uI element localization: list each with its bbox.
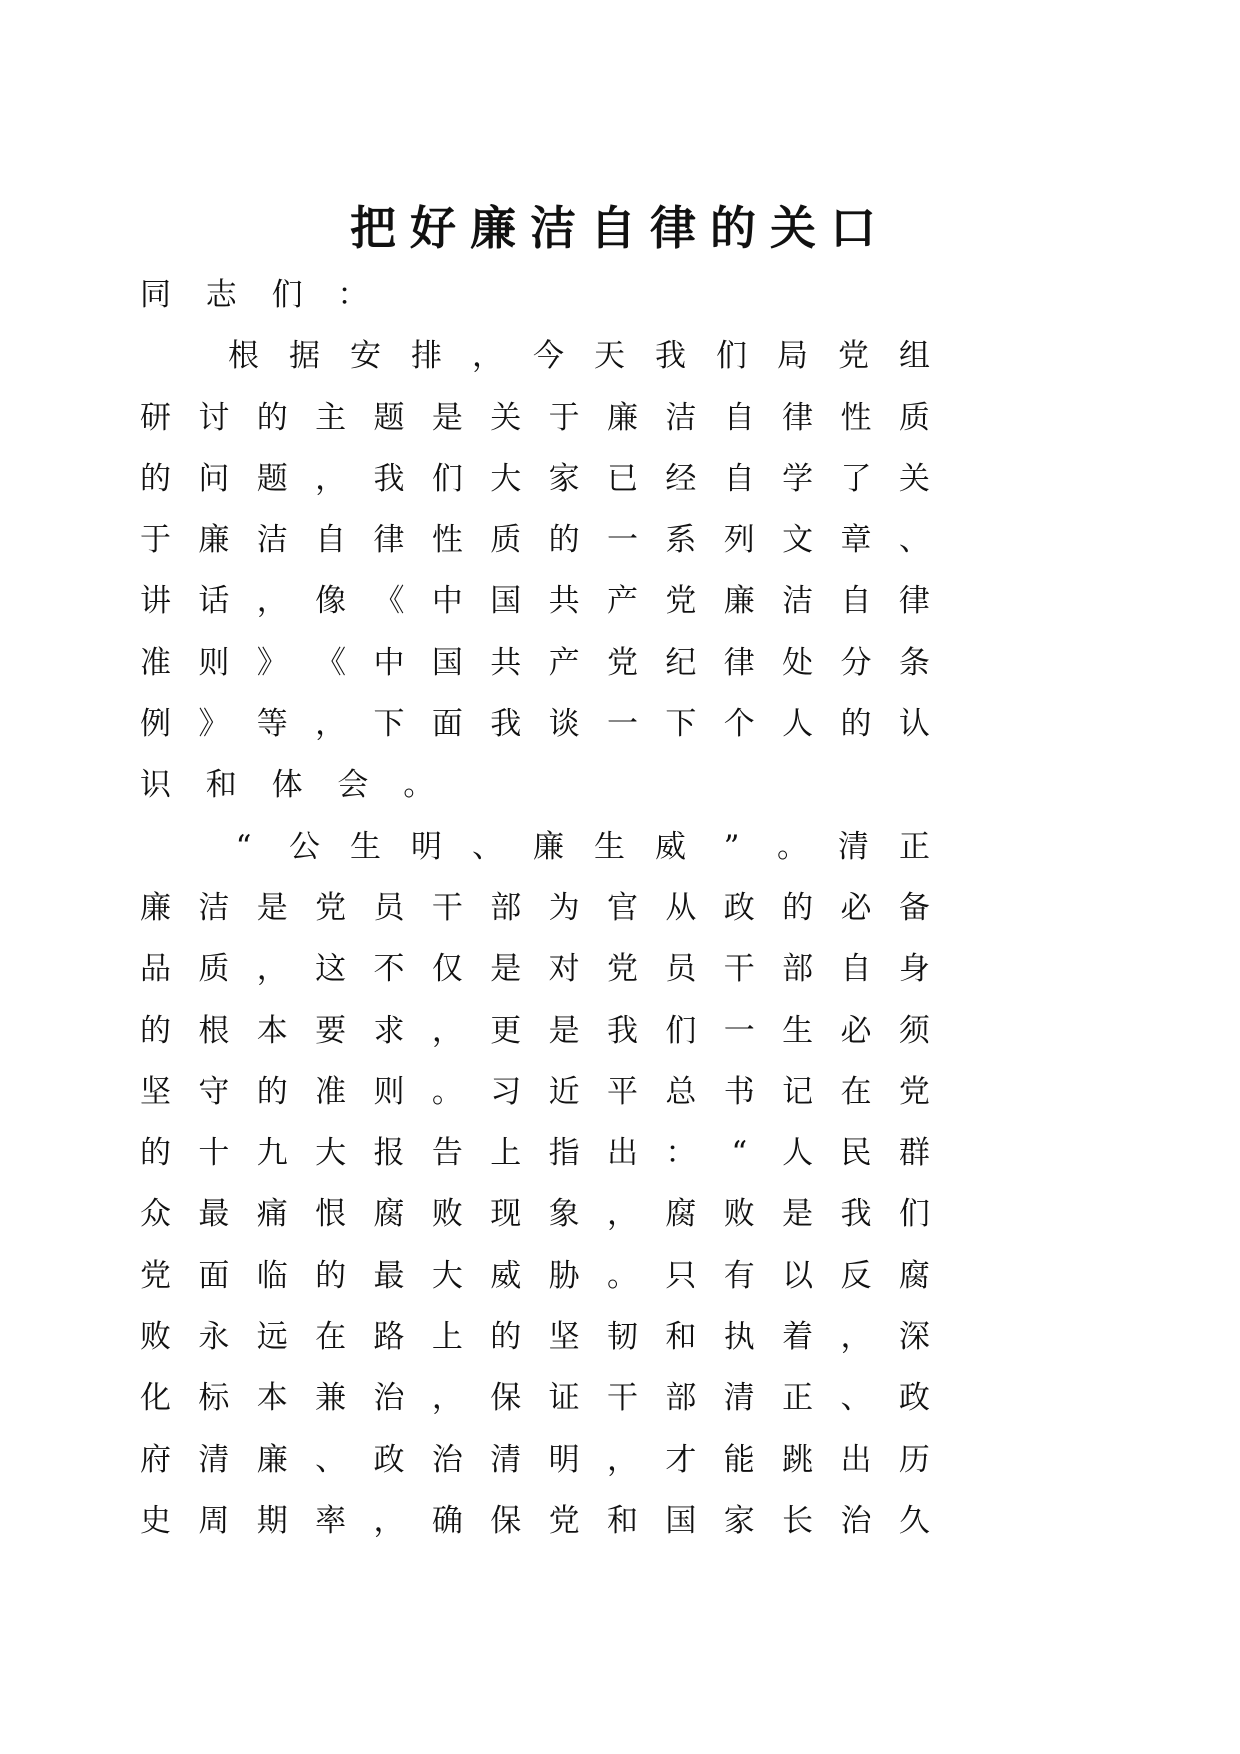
text-char: 守 bbox=[198, 1073, 230, 1110]
text-char: 员 bbox=[665, 951, 697, 988]
text-char: 的 bbox=[548, 522, 580, 559]
text-char: 组 bbox=[899, 338, 930, 375]
text-char: 十 bbox=[198, 1135, 230, 1172]
text-char: 政 bbox=[723, 889, 755, 926]
text-char: 自 bbox=[723, 460, 755, 497]
text-char: 》 bbox=[198, 706, 230, 743]
text-char: 系 bbox=[665, 522, 697, 559]
text-char: 清 bbox=[838, 828, 869, 865]
text-char: 洁 bbox=[256, 522, 288, 559]
text-char: 证 bbox=[548, 1380, 580, 1417]
text-char: 确 bbox=[431, 1502, 463, 1539]
text-line bbox=[140, 1246, 930, 1307]
text-char: 的 bbox=[782, 889, 814, 926]
text-char: 廉 bbox=[140, 889, 171, 926]
text-char: 廉 bbox=[533, 828, 564, 865]
text-char: 只 bbox=[665, 1257, 697, 1294]
text-line bbox=[140, 1062, 930, 1123]
text-char: 是 bbox=[256, 889, 288, 926]
text-line bbox=[140, 817, 930, 878]
text-char: 大 bbox=[431, 1257, 463, 1294]
text-char: 周 bbox=[198, 1502, 230, 1539]
text-char: 部 bbox=[490, 889, 522, 926]
text-char: 指 bbox=[548, 1135, 580, 1172]
text-char: 列 bbox=[723, 522, 755, 559]
text-line bbox=[140, 939, 930, 1000]
text-char: 洁 bbox=[198, 889, 230, 926]
text-char: 条 bbox=[898, 644, 930, 681]
text-char: 律 bbox=[373, 522, 405, 559]
text-char: 仅 bbox=[431, 951, 463, 988]
text-char: 分 bbox=[840, 644, 872, 681]
text-char: 记 bbox=[782, 1073, 814, 1110]
text-char: 要 bbox=[315, 1012, 347, 1049]
text-char: 深 bbox=[898, 1319, 930, 1356]
text-char: 的 bbox=[490, 1319, 522, 1356]
text-char: 的 bbox=[840, 706, 872, 743]
text-char: 败 bbox=[431, 1196, 463, 1233]
text-char: 文 bbox=[782, 522, 814, 559]
text-char: 报 bbox=[373, 1135, 405, 1172]
text-char: 、 bbox=[840, 1380, 872, 1417]
text-char: 们 bbox=[665, 1012, 697, 1049]
text-char: 韧 bbox=[607, 1319, 638, 1356]
text-char: 、 bbox=[472, 828, 503, 865]
text-char: 《 bbox=[373, 583, 405, 620]
text-char: 近 bbox=[548, 1073, 580, 1110]
text-char: 党 bbox=[607, 951, 638, 988]
text-char: 局 bbox=[777, 338, 808, 375]
text-char: 民 bbox=[840, 1135, 872, 1172]
text-char: 于 bbox=[548, 399, 580, 436]
text-char: 总 bbox=[665, 1073, 697, 1110]
text-char: 廉 bbox=[607, 399, 638, 436]
text-char: 我 bbox=[655, 338, 686, 375]
text-char: 从 bbox=[665, 889, 697, 926]
text-char: 性 bbox=[840, 399, 872, 436]
text-char: 面 bbox=[198, 1257, 230, 1294]
text-char: 政 bbox=[898, 1380, 930, 1417]
text-char: 清 bbox=[198, 1441, 230, 1478]
text-char: 题 bbox=[256, 460, 288, 497]
text-char: 个 bbox=[723, 706, 755, 743]
text-char: 败 bbox=[723, 1196, 755, 1233]
text-char: 兼 bbox=[315, 1380, 347, 1417]
text-char: 品 bbox=[140, 951, 171, 988]
text-char: 一 bbox=[607, 706, 638, 743]
text-char: 洁 bbox=[665, 399, 697, 436]
text-char: 群 bbox=[898, 1135, 930, 1172]
text-char: 像 bbox=[315, 583, 347, 620]
text-char: 们 bbox=[716, 338, 747, 375]
text-char: 排 bbox=[411, 338, 442, 375]
text-char: 率 bbox=[315, 1502, 347, 1539]
text-char: 题 bbox=[373, 399, 405, 436]
text-char: 和 bbox=[205, 767, 237, 804]
text-char: 习 bbox=[490, 1073, 522, 1110]
text-char: 主 bbox=[315, 399, 347, 436]
text-char: ， bbox=[315, 460, 347, 497]
text-char: 平 bbox=[607, 1073, 638, 1110]
text-char: 众 bbox=[140, 1196, 171, 1233]
text-char: 自 bbox=[315, 522, 347, 559]
text-line bbox=[140, 878, 930, 939]
text-char: 们 bbox=[271, 277, 303, 313]
text-char: 经 bbox=[665, 460, 697, 497]
text-char: 一 bbox=[723, 1012, 755, 1049]
text-char: 历 bbox=[898, 1441, 930, 1478]
text-char: 例 bbox=[140, 706, 171, 743]
text-char: 我 bbox=[607, 1012, 638, 1049]
text-char: ” bbox=[723, 828, 740, 865]
text-char: 的 bbox=[315, 1257, 347, 1294]
text-char: 腐 bbox=[898, 1257, 930, 1294]
text-char: 化 bbox=[140, 1380, 171, 1417]
text-char: ， bbox=[472, 338, 503, 375]
text-line bbox=[140, 1368, 930, 1429]
text-char: ： bbox=[665, 1135, 697, 1172]
text-char: 必 bbox=[840, 1012, 872, 1049]
text-char: 在 bbox=[840, 1073, 872, 1110]
text-char: 。 bbox=[607, 1257, 638, 1294]
text-char: 今 bbox=[533, 338, 564, 375]
text-line bbox=[140, 1184, 930, 1245]
text-char: 讨 bbox=[198, 399, 230, 436]
text-char: 明 bbox=[548, 1441, 580, 1478]
text-char: 正 bbox=[782, 1380, 814, 1417]
text-char: 党 bbox=[548, 1502, 580, 1539]
text-char: 性 bbox=[431, 522, 463, 559]
text-char: 备 bbox=[898, 889, 930, 926]
text-char: 史 bbox=[140, 1502, 171, 1539]
text-char: 最 bbox=[198, 1196, 230, 1233]
text-char: 党 bbox=[898, 1073, 930, 1110]
text-char: 威 bbox=[655, 828, 686, 865]
text-char: 书 bbox=[723, 1073, 755, 1110]
text-char: 清 bbox=[723, 1380, 755, 1417]
text-char: 坚 bbox=[140, 1073, 171, 1110]
text-char: 生 bbox=[782, 1012, 814, 1049]
text-char: 临 bbox=[256, 1257, 288, 1294]
text-char: 为 bbox=[548, 889, 580, 926]
text-char: ， bbox=[256, 583, 288, 620]
text-char: 志 bbox=[205, 277, 237, 313]
text-char: 廉 bbox=[198, 522, 230, 559]
text-char: 自 bbox=[840, 583, 872, 620]
text-char: 上 bbox=[431, 1319, 463, 1356]
text-char: 治 bbox=[840, 1502, 872, 1539]
text-char: ， bbox=[607, 1196, 638, 1233]
text-char: 有 bbox=[723, 1257, 755, 1294]
text-char: 讲 bbox=[140, 583, 171, 620]
text-char: 。 bbox=[777, 828, 808, 865]
text-char: 关 bbox=[490, 399, 522, 436]
text-char: 人 bbox=[782, 706, 814, 743]
text-char: 象 bbox=[548, 1196, 580, 1233]
text-char: ， bbox=[431, 1012, 463, 1049]
text-char: 我 bbox=[840, 1196, 872, 1233]
text-char: 体 bbox=[271, 767, 303, 804]
text-char: 党 bbox=[607, 644, 638, 681]
text-char: 的 bbox=[140, 1135, 171, 1172]
text-char: 反 bbox=[840, 1257, 872, 1294]
text-char: 政 bbox=[373, 1441, 405, 1478]
text-char: 更 bbox=[490, 1012, 522, 1049]
text-char: 干 bbox=[723, 951, 755, 988]
text-char: 认 bbox=[898, 706, 930, 743]
text-char: 的 bbox=[140, 460, 171, 497]
text-char: 九 bbox=[256, 1135, 288, 1172]
text-char: 对 bbox=[548, 951, 580, 988]
text-char: 出 bbox=[607, 1135, 638, 1172]
text-char: 学 bbox=[782, 460, 814, 497]
text-char: 路 bbox=[373, 1319, 405, 1356]
text-char: 是 bbox=[548, 1012, 580, 1049]
document-body bbox=[140, 265, 930, 1552]
text-char: 同 bbox=[140, 277, 171, 313]
document-title: 把好廉洁自律的关口 bbox=[350, 201, 890, 255]
text-line bbox=[140, 510, 930, 571]
text-char: 产 bbox=[548, 644, 580, 681]
text-char: 须 bbox=[898, 1012, 930, 1049]
text-char: 治 bbox=[431, 1441, 463, 1478]
text-char: 关 bbox=[898, 460, 930, 497]
text-char: 准 bbox=[140, 644, 171, 681]
text-char: 会 bbox=[337, 767, 369, 804]
text-char: 们 bbox=[898, 1196, 930, 1233]
text-char: 本 bbox=[256, 1380, 288, 1417]
text-char: 律 bbox=[898, 583, 930, 620]
text-char: ， bbox=[373, 1502, 405, 1539]
text-char: 家 bbox=[723, 1502, 755, 1539]
text-char: 的 bbox=[256, 1073, 288, 1110]
text-char: 质 bbox=[490, 522, 522, 559]
text-char: 痛 bbox=[256, 1196, 288, 1233]
text-char: 共 bbox=[548, 583, 580, 620]
text-char: 纪 bbox=[665, 644, 697, 681]
text-line bbox=[140, 755, 930, 816]
text-char: 章 bbox=[840, 522, 872, 559]
text-char: 大 bbox=[315, 1135, 347, 1172]
text-line bbox=[140, 633, 930, 694]
text-char: 我 bbox=[490, 706, 522, 743]
text-char: 共 bbox=[490, 644, 522, 681]
text-char: 治 bbox=[373, 1380, 405, 1417]
text-line bbox=[140, 1001, 930, 1062]
text-char: 标 bbox=[198, 1380, 230, 1417]
text-char: “ bbox=[235, 828, 252, 865]
text-char: ， bbox=[315, 706, 347, 743]
text-char: 识 bbox=[140, 767, 171, 804]
text-char: 官 bbox=[607, 889, 638, 926]
text-char: 党 bbox=[140, 1257, 171, 1294]
text-char: 则 bbox=[198, 644, 230, 681]
text-char: 的 bbox=[256, 399, 288, 436]
text-char: 保 bbox=[490, 1502, 522, 1539]
text-line bbox=[140, 694, 930, 755]
text-char: “ bbox=[731, 1135, 748, 1172]
text-char: 谈 bbox=[548, 706, 580, 743]
text-char: 准 bbox=[315, 1073, 347, 1110]
text-char: 等 bbox=[256, 706, 288, 743]
text-char: 和 bbox=[607, 1502, 638, 1539]
text-char: 人 bbox=[782, 1135, 814, 1172]
text-char: 以 bbox=[782, 1257, 814, 1294]
text-char: ， bbox=[431, 1380, 463, 1417]
text-char: 。 bbox=[403, 767, 435, 804]
text-char: 才 bbox=[665, 1441, 697, 1478]
text-char: 告 bbox=[431, 1135, 463, 1172]
text-char: 、 bbox=[315, 1441, 347, 1478]
text-char: 问 bbox=[198, 460, 230, 497]
text-char: 一 bbox=[607, 522, 638, 559]
text-char: 廉 bbox=[256, 1441, 288, 1478]
text-char: 求 bbox=[373, 1012, 405, 1049]
text-char: 腐 bbox=[665, 1196, 697, 1233]
text-char: 自 bbox=[723, 399, 755, 436]
text-char: 坚 bbox=[548, 1319, 580, 1356]
text-char: 国 bbox=[490, 583, 522, 620]
text-char: 部 bbox=[782, 951, 814, 988]
text-char: 。 bbox=[431, 1073, 463, 1110]
text-char: 质 bbox=[198, 951, 230, 988]
text-char: 了 bbox=[840, 460, 872, 497]
text-char: 这 bbox=[315, 951, 347, 988]
text-line bbox=[140, 449, 930, 510]
text-char: 已 bbox=[607, 460, 638, 497]
text-char: 是 bbox=[782, 1196, 814, 1233]
text-line bbox=[140, 1123, 930, 1184]
text-char: 律 bbox=[723, 644, 755, 681]
text-char: 上 bbox=[490, 1135, 522, 1172]
text-char: 则 bbox=[373, 1073, 405, 1110]
text-char: 执 bbox=[723, 1319, 755, 1356]
text-char: 、 bbox=[898, 522, 930, 559]
text-char: 府 bbox=[140, 1441, 171, 1478]
text-char: 党 bbox=[838, 338, 869, 375]
text-char: 败 bbox=[140, 1319, 171, 1356]
text-line bbox=[140, 388, 930, 449]
text-char: 必 bbox=[840, 889, 872, 926]
text-char: 《 bbox=[315, 644, 347, 681]
text-char: 是 bbox=[490, 951, 522, 988]
text-char: 国 bbox=[665, 1502, 697, 1539]
text-char: 本 bbox=[256, 1012, 288, 1049]
text-char: 自 bbox=[840, 951, 872, 988]
text-line bbox=[140, 571, 930, 632]
text-char: 在 bbox=[315, 1319, 347, 1356]
text-char: 根 bbox=[198, 1012, 230, 1049]
text-char: 下 bbox=[373, 706, 405, 743]
text-line bbox=[140, 1307, 930, 1368]
text-char: 于 bbox=[140, 522, 171, 559]
text-char: 产 bbox=[607, 583, 638, 620]
text-char: 据 bbox=[289, 338, 320, 375]
text-char: 公 bbox=[289, 828, 320, 865]
text-line bbox=[140, 1491, 930, 1552]
text-char: ， bbox=[607, 1441, 638, 1478]
text-char: 根 bbox=[228, 338, 259, 375]
text-char: 最 bbox=[373, 1257, 405, 1294]
text-line bbox=[140, 1430, 930, 1491]
text-char: 长 bbox=[782, 1502, 814, 1539]
text-char: 正 bbox=[899, 828, 930, 865]
text-char: 干 bbox=[431, 889, 463, 926]
text-char: 是 bbox=[431, 399, 463, 436]
text-char: 久 bbox=[898, 1502, 930, 1539]
text-char: 安 bbox=[350, 338, 381, 375]
text-char: 律 bbox=[782, 399, 814, 436]
text-char: 处 bbox=[782, 644, 814, 681]
text-char: ， bbox=[840, 1319, 872, 1356]
text-char: 》 bbox=[256, 644, 288, 681]
text-char: 期 bbox=[256, 1502, 288, 1539]
text-char: 我 bbox=[373, 460, 405, 497]
text-char: 干 bbox=[607, 1380, 638, 1417]
text-char: 跳 bbox=[782, 1441, 814, 1478]
text-line bbox=[140, 326, 930, 387]
text-char: 党 bbox=[665, 583, 697, 620]
text-char: 研 bbox=[140, 399, 171, 436]
text-char: 现 bbox=[490, 1196, 522, 1233]
text-char: 大 bbox=[490, 460, 522, 497]
text-char: 质 bbox=[898, 399, 930, 436]
text-char: 廉 bbox=[723, 583, 755, 620]
text-char: 清 bbox=[490, 1441, 522, 1478]
text-char: 中 bbox=[431, 583, 463, 620]
text-char: 洁 bbox=[782, 583, 814, 620]
text-char: 胁 bbox=[548, 1257, 580, 1294]
text-char: 天 bbox=[594, 338, 625, 375]
text-char: 党 bbox=[315, 889, 347, 926]
text-char: 们 bbox=[431, 460, 463, 497]
text-char: 出 bbox=[840, 1441, 872, 1478]
text-char: 明 bbox=[411, 828, 442, 865]
text-char: 恨 bbox=[315, 1196, 347, 1233]
text-char: 不 bbox=[373, 951, 405, 988]
text-char: 着 bbox=[782, 1319, 814, 1356]
text-char: 保 bbox=[490, 1380, 522, 1417]
text-char: 部 bbox=[665, 1380, 697, 1417]
text-line bbox=[140, 265, 930, 326]
text-char: 和 bbox=[665, 1319, 697, 1356]
text-char: 员 bbox=[373, 889, 405, 926]
text-char: ： bbox=[337, 277, 369, 313]
text-char: 能 bbox=[723, 1441, 755, 1478]
text-char: 下 bbox=[665, 706, 697, 743]
text-char: 话 bbox=[198, 583, 230, 620]
text-char: 腐 bbox=[373, 1196, 405, 1233]
text-char: 家 bbox=[548, 460, 580, 497]
text-char: 的 bbox=[140, 1012, 171, 1049]
text-char: 生 bbox=[594, 828, 625, 865]
text-char: 威 bbox=[490, 1257, 522, 1294]
text-char: 远 bbox=[256, 1319, 288, 1356]
text-char: 身 bbox=[898, 951, 930, 988]
text-char: 生 bbox=[350, 828, 381, 865]
text-char: 国 bbox=[431, 644, 463, 681]
text-char: ， bbox=[256, 951, 288, 988]
text-char: 中 bbox=[373, 644, 405, 681]
text-char: 面 bbox=[431, 706, 463, 743]
text-char: 永 bbox=[198, 1319, 230, 1356]
